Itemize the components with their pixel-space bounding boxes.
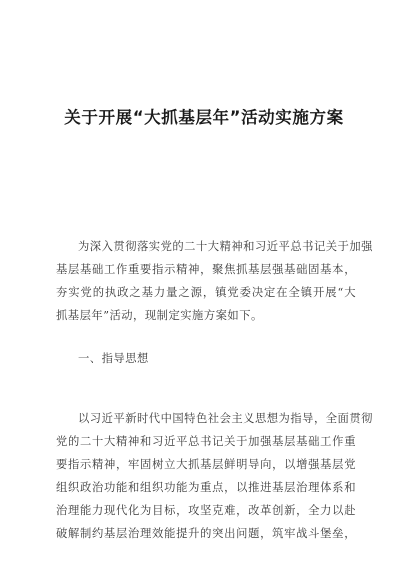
guiding-line: 组织政治功能和组织功能为重点，以推进基层治理体系和 [56, 481, 356, 494]
intro-paragraph [56, 235, 373, 327]
section-heading-guiding-ideology: 一、指导思想 [78, 352, 149, 365]
guiding-ideology-paragraph [56, 407, 373, 545]
guiding-line: 党的二十大精神和习近平总书记关于加强基层基础工作重 [56, 435, 356, 448]
intro-line: 为深入贯彻落实党的二十大精神和习近平总书记关于加强 [78, 240, 373, 253]
guiding-line: 治理能力现代化为目标，攻坚克难，改革创新，全力以赴 [56, 504, 356, 517]
document-title: 关于开展“大抓基层年”活动实施方案 [64, 108, 344, 127]
intro-line: 基层基础工作重要指示精神，聚焦抓基层强基础固基本， [56, 263, 356, 276]
guiding-line: 以习近平新时代中国特色社会主义思想为指导，全面贯彻 [78, 412, 373, 425]
guiding-line: 破解制约基层治理效能提升的突出问题，筑牢战斗堡垒， [56, 527, 356, 540]
intro-line: 抓基层年”活动，现制定实施方案如下。 [56, 309, 263, 322]
intro-line: 夯实党的执政之基力量之源，镇党委决定在全镇开展“大 [56, 286, 356, 299]
guiding-line: 要指示精神，牢固树立大抓基层鲜明导向，以增强基层党 [56, 458, 356, 471]
